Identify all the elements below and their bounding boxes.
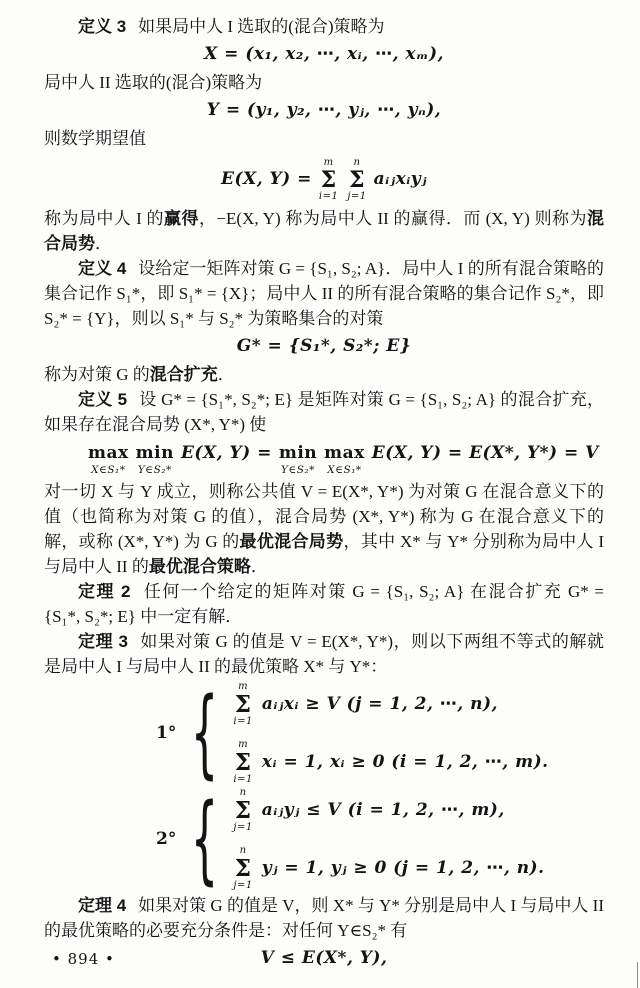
- paragraph-definition-5: [44, 387, 604, 437]
- term-mixed-situation: 混合局势: [44, 209, 604, 253]
- expected-value-rhs: aᵢⱼxᵢyⱼ: [373, 169, 427, 189]
- system-2-row-2: n Σ j=1 yⱼ = 1, yⱼ ≥ 0 (j = 1, 2, ⋯, n).: [233, 845, 545, 891]
- term-mixed-extension: 混合扩充: [149, 365, 218, 384]
- inequality-system-2: [156, 782, 604, 895]
- paragraph-mixed-extension: 称为对策 G 的混合扩充．: [44, 365, 235, 384]
- sigma-icon: Σ: [320, 166, 337, 193]
- definition-5-heading: 定义 5: [78, 390, 128, 409]
- definition-3-text: 如果局中人 I 选取的(混合)策略为: [138, 17, 385, 36]
- theorem-2-text: 任何一个给定的矩阵对策 G = {S₁, S₂; A} 在混合扩充 G* = {S₁*, S₂*; E} 中一定有解．: [44, 582, 604, 626]
- paragraph-game-value: 对一切 X 与 Y 成立，则称公共值 V = E(X*, Y*) 为对策 G 在混合意义下的值（也简称为对策 G 的值），混合局势 (X*, Y*) 称为 G 在混合意义下的解，或称 (X*, Y*) 为 G 的最优混合局势，其中 X* 与 Y* 分别称为局中人 I 与局中人 II 的最优混合策略．: [44, 482, 605, 576]
- theorem-2-heading: 定理 2: [78, 582, 131, 601]
- paragraph-theorem-2: [44, 579, 604, 629]
- sum-over-i: m Σ i=1: [318, 157, 339, 202]
- paragraph-theorem-3: [44, 629, 604, 679]
- sigma-icon: Σ: [234, 748, 252, 776]
- sigma-icon: Σ: [348, 166, 366, 193]
- left-brace-icon: {: [191, 782, 219, 895]
- theorem-3-heading: 定理 3: [78, 632, 128, 651]
- theorem-4-heading: 定理 4: [78, 896, 127, 915]
- left-brace-icon: {: [191, 676, 219, 789]
- system-2-row-1: n Σ j=1 aᵢⱼyⱼ ≤ V (i = 1, 2, ⋯, m),: [233, 787, 505, 833]
- scan-artifact: [637, 962, 638, 988]
- inequality-system-1: [156, 676, 604, 789]
- term-optimal-mixed-situation: 最优混合局势: [239, 532, 344, 551]
- sum-over-j: n Σ j=1: [347, 157, 367, 202]
- definition-5-text: 设 G* = {S₁*, S₂*; E} 是矩阵对策 G = {S₁, S₂; A} 的混合扩充，如果存在混合局势 (X*, Y*) 使: [44, 390, 605, 434]
- expected-value-lhs: E(X, Y) =: [221, 169, 312, 189]
- paragraph-definition-3: [44, 14, 604, 39]
- page-number: • 894 •: [52, 950, 115, 968]
- formula-strategy-y: Y = (y₁, y₂, ⋯, yⱼ, ⋯, yₙ),: [206, 100, 442, 120]
- paragraph-definition-4: [44, 256, 604, 331]
- paragraph-theorem-4: [44, 893, 604, 943]
- formula-value-condition: V ≤ E(X*, Y),: [260, 948, 388, 968]
- sigma-icon: Σ: [234, 796, 252, 824]
- sigma-icon: Σ: [234, 690, 252, 718]
- system-1-row-2: m Σ i=1 xᵢ = 1, xᵢ ≥ 0 (i = 1, 2, ⋯, m).: [233, 739, 549, 785]
- term-payoff: 赢得: [163, 209, 199, 228]
- theorem-4-text: 如果对策 G 的值是 V，则 X* 与 Y* 分别是局中人 I 与局中人 II 的最优策略的必要充分条件是：对任何 Y∈S₂* 有: [44, 896, 604, 940]
- definition-3-heading: 定义 3: [78, 17, 127, 36]
- term-optimal-mixed-strategy: 最优混合策略: [148, 557, 251, 576]
- paragraph-expected-value-intro: 则数学期望值: [44, 129, 146, 148]
- theorem-3-text: 如果对策 G 的值是 V = E(X*, Y*)，则以下两组不等式的解就是局中人 I 与局中人 II 的最优策略 X* 与 Y*：: [44, 632, 604, 676]
- definition-4-heading: 定义 4: [78, 259, 127, 278]
- paragraph-payoff: 称为局中人 I 的赢得，−E(X, Y) 称为局中人 II 的赢得．而 (X, Y) 则称为混合局势．: [44, 209, 604, 253]
- sigma-icon: Σ: [234, 854, 252, 882]
- paragraph-player2-strategy: 局中人 II 选取的(混合)策略为: [44, 73, 263, 92]
- system-1-row-1: m Σ i=1 aᵢⱼxᵢ ≥ V (j = 1, 2, ⋯, n),: [233, 681, 498, 727]
- system-1-label: 1°: [156, 722, 177, 743]
- formula-minimax: max X∈S₁* min Y∈S₂* E(X, Y) = min Y∈S₂* max X∈S₁* E(X, Y) = E(X*, Y*) = V: [88, 443, 599, 476]
- system-2-label: 2°: [156, 828, 177, 849]
- formula-strategy-x: X = (x₁, x₂, ⋯, xᵢ, ⋯, xₘ),: [204, 44, 444, 64]
- definition-4-text: 设给定一矩阵对策 G = {S₁, S₂; A}．局中人 I 的所有混合策略的集合记作 S₁*，即 S₁* = {X}；局中人 II 的所有混合策略的集合记作 S₂*，即 S₂* = {Y}，则以 S₁* 与 S₂* 为策略集合的对策: [44, 259, 605, 328]
- formula-mixed-extension: G* = {S₁*, S₂*; E}: [236, 336, 412, 356]
- formula-expected-value: [44, 157, 604, 202]
